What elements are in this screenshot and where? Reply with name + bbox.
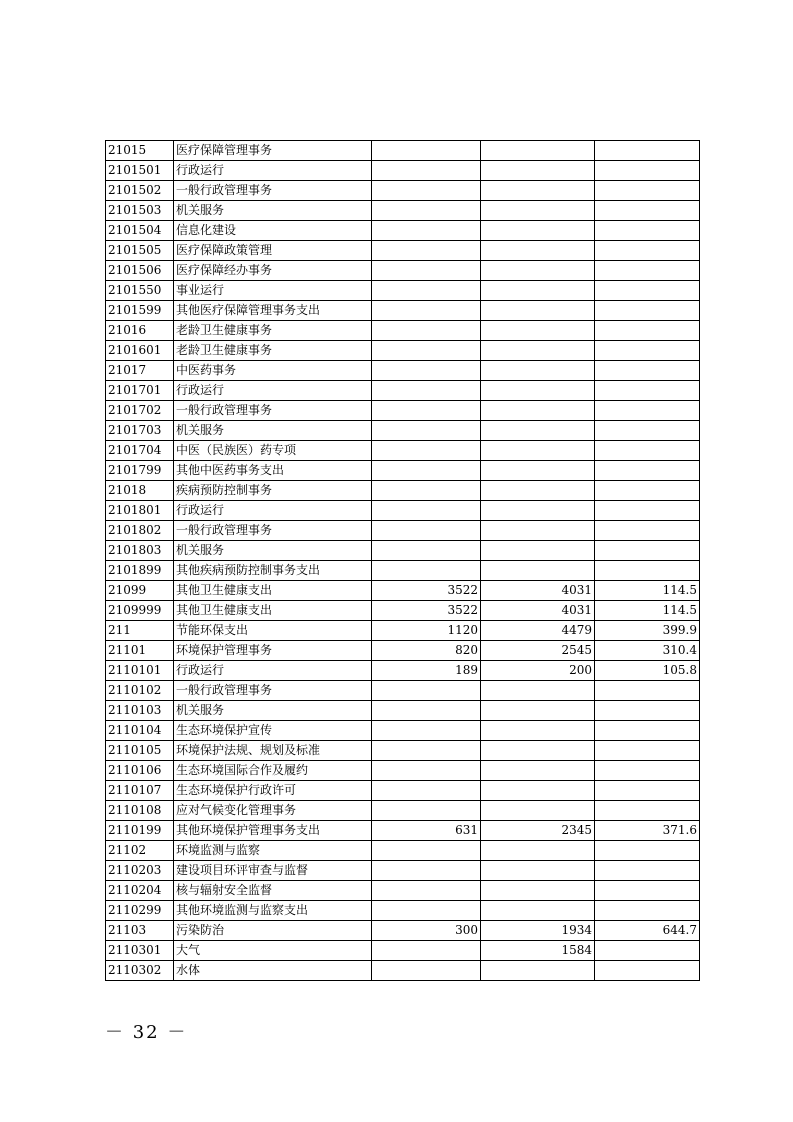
table-row [106,281,700,301]
cell-name: 机关服务 [174,201,372,221]
cell-value-2 [481,881,595,901]
cell-value-3 [595,941,700,961]
cell-value-2 [481,301,595,321]
cell-value-1 [372,961,481,981]
cell-name: 生态环境保护宣传 [174,721,372,741]
cell-value-3 [595,221,700,241]
cell-value-3 [595,201,700,221]
page-number: － 32 － [105,1022,188,1043]
cell-value-3: 644.7 [595,921,700,941]
cell-code: 2101701 [106,381,174,401]
table-row [106,521,700,541]
cell-value-2 [481,541,595,561]
cell-value-3 [595,781,700,801]
cell-value-1: 820 [372,641,481,661]
cell-value-2: 2345 [481,821,595,841]
table-row [106,721,700,741]
cell-code: 21103 [106,921,174,941]
cell-code: 2101702 [106,401,174,421]
cell-value-3 [595,861,700,881]
table-row [106,421,700,441]
cell-name: 一般行政管理事务 [174,401,372,421]
cell-name: 核与辐射安全监督 [174,881,372,901]
cell-name: 建设项目环评审查与监督 [174,861,372,881]
cell-code: 2101503 [106,201,174,221]
cell-value-2 [481,781,595,801]
cell-value-1 [372,421,481,441]
cell-value-1 [372,841,481,861]
cell-value-3 [595,681,700,701]
cell-code: 2110199 [106,821,174,841]
cell-name: 生态环境国际合作及履约 [174,761,372,781]
cell-value-1 [372,381,481,401]
table-row [106,861,700,881]
cell-name: 一般行政管理事务 [174,181,372,201]
table-row [106,801,700,821]
cell-code: 2101703 [106,421,174,441]
cell-name: 环境监测与监察 [174,841,372,861]
cell-name: 一般行政管理事务 [174,521,372,541]
cell-value-3 [595,181,700,201]
table-row [106,381,700,401]
table-row [106,141,700,161]
table-row [106,541,700,561]
cell-value-3 [595,461,700,481]
cell-value-2 [481,901,595,921]
cell-value-2: 200 [481,661,595,681]
cell-code: 2101505 [106,241,174,261]
cell-code: 2101803 [106,541,174,561]
cell-value-1 [372,161,481,181]
cell-value-1: 631 [372,821,481,841]
cell-value-2 [481,181,595,201]
table-row [106,241,700,261]
cell-value-3 [595,261,700,281]
table-row [106,741,700,761]
table-row [106,321,700,341]
cell-name: 医疗保障政策管理 [174,241,372,261]
cell-value-1 [372,261,481,281]
table-row [106,921,700,941]
cell-value-1 [372,681,481,701]
cell-code: 2101550 [106,281,174,301]
cell-value-1 [372,781,481,801]
cell-value-1 [372,741,481,761]
cell-name: 行政运行 [174,381,372,401]
cell-code: 2101504 [106,221,174,241]
cell-value-2 [481,321,595,341]
table-row [106,261,700,281]
cell-value-1 [372,861,481,881]
cell-name: 中医（民族医）药专项 [174,441,372,461]
table-row [106,441,700,461]
table-row [106,661,700,681]
cell-value-2 [481,741,595,761]
table-row [106,601,700,621]
cell-value-2 [481,341,595,361]
table-row [106,401,700,421]
table-row [106,841,700,861]
budget-table [105,140,700,981]
cell-name: 生态环境保护行政许可 [174,781,372,801]
cell-value-1 [372,281,481,301]
cell-value-3 [595,341,700,361]
cell-code: 21016 [106,321,174,341]
cell-value-2: 1934 [481,921,595,941]
cell-value-3 [595,361,700,381]
cell-value-3 [595,721,700,741]
cell-value-2 [481,721,595,741]
cell-value-2 [481,201,595,221]
cell-name: 其他卫生健康支出 [174,601,372,621]
cell-value-1 [372,481,481,501]
cell-code: 2110104 [106,721,174,741]
cell-value-1: 300 [372,921,481,941]
cell-code: 2101704 [106,441,174,461]
cell-value-2: 4031 [481,581,595,601]
cell-code: 2110204 [106,881,174,901]
cell-value-2 [481,461,595,481]
cell-name: 其他环境保护管理事务支出 [174,821,372,841]
table-row [106,901,700,921]
cell-code: 2110203 [106,861,174,881]
cell-value-2 [481,861,595,881]
cell-value-1: 189 [372,661,481,681]
cell-code: 2110103 [106,701,174,721]
cell-value-2 [481,681,595,701]
cell-value-3 [595,701,700,721]
cell-code: 2101502 [106,181,174,201]
cell-name: 行政运行 [174,661,372,681]
cell-value-2 [481,521,595,541]
cell-value-1 [372,801,481,821]
cell-value-2 [481,401,595,421]
cell-name: 医疗保障经办事务 [174,261,372,281]
cell-value-1: 3522 [372,581,481,601]
cell-value-1 [372,761,481,781]
cell-name: 其他卫生健康支出 [174,581,372,601]
cell-code: 21101 [106,641,174,661]
cell-name: 一般行政管理事务 [174,681,372,701]
cell-value-2 [481,421,595,441]
cell-value-1 [372,561,481,581]
cell-code: 2101501 [106,161,174,181]
table-row [106,961,700,981]
cell-value-1 [372,401,481,421]
cell-value-3: 399.9 [595,621,700,641]
cell-name: 其他医疗保障管理事务支出 [174,301,372,321]
cell-name: 污染防治 [174,921,372,941]
cell-code: 2110105 [106,741,174,761]
cell-name: 信息化建设 [174,221,372,241]
cell-name: 环境保护法规、规划及标准 [174,741,372,761]
table-row [106,781,700,801]
cell-value-3 [595,401,700,421]
cell-value-2 [481,281,595,301]
cell-value-1 [372,941,481,961]
cell-code: 2101801 [106,501,174,521]
cell-name: 节能环保支出 [174,621,372,641]
table-row [106,361,700,381]
table-row [106,821,700,841]
cell-code: 21015 [106,141,174,161]
cell-value-1 [372,721,481,741]
table-row [106,341,700,361]
cell-value-3: 114.5 [595,581,700,601]
cell-value-2 [481,221,595,241]
cell-value-1 [372,501,481,521]
table-row [106,501,700,521]
cell-value-1 [372,301,481,321]
cell-value-3 [595,501,700,521]
table-row [106,621,700,641]
cell-value-3 [595,281,700,301]
cell-name: 老龄卫生健康事务 [174,321,372,341]
cell-value-3 [595,741,700,761]
cell-name: 中医药事务 [174,361,372,381]
cell-value-1 [372,221,481,241]
table-row [106,481,700,501]
cell-value-1 [372,141,481,161]
cell-value-2: 1584 [481,941,595,961]
cell-name: 水体 [174,961,372,981]
cell-value-1 [372,521,481,541]
cell-name: 环境保护管理事务 [174,641,372,661]
cell-value-2: 4479 [481,621,595,641]
cell-code: 2110107 [106,781,174,801]
cell-value-2 [481,761,595,781]
cell-value-1 [372,321,481,341]
cell-code: 21099 [106,581,174,601]
cell-value-2 [481,441,595,461]
cell-value-3 [595,761,700,781]
cell-value-2 [481,161,595,181]
cell-value-1 [372,701,481,721]
cell-value-3 [595,321,700,341]
table-body [106,141,700,981]
cell-value-2 [481,141,595,161]
table-row [106,641,700,661]
cell-value-3 [595,561,700,581]
cell-value-2 [481,481,595,501]
cell-value-1 [372,541,481,561]
cell-name: 行政运行 [174,501,372,521]
cell-value-3 [595,141,700,161]
table-row [106,681,700,701]
cell-value-2 [481,361,595,381]
cell-name: 行政运行 [174,161,372,181]
cell-value-2 [481,961,595,981]
table-row [106,301,700,321]
cell-code: 2109999 [106,601,174,621]
table-row [106,881,700,901]
cell-value-3 [595,301,700,321]
table-row [106,201,700,221]
cell-value-1 [372,361,481,381]
cell-name: 机关服务 [174,541,372,561]
cell-value-2 [481,241,595,261]
cell-code: 211 [106,621,174,641]
cell-value-2 [481,501,595,521]
cell-value-1 [372,181,481,201]
cell-value-3 [595,241,700,261]
cell-value-2: 4031 [481,601,595,621]
cell-value-3 [595,161,700,181]
cell-name: 其他疾病预防控制事务支出 [174,561,372,581]
cell-code: 2101899 [106,561,174,581]
table-row [106,181,700,201]
cell-value-1: 3522 [372,601,481,621]
cell-value-1 [372,241,481,261]
cell-name: 疾病预防控制事务 [174,481,372,501]
cell-name: 事业运行 [174,281,372,301]
cell-value-1: 1120 [372,621,481,641]
table-row [106,161,700,181]
cell-code: 2110301 [106,941,174,961]
cell-value-3 [595,801,700,821]
cell-value-2 [481,261,595,281]
cell-value-1 [372,341,481,361]
cell-value-1 [372,461,481,481]
cell-value-1 [372,881,481,901]
cell-name: 医疗保障管理事务 [174,141,372,161]
cell-name: 机关服务 [174,701,372,721]
cell-value-3 [595,541,700,561]
cell-code: 21102 [106,841,174,861]
cell-code: 2110108 [106,801,174,821]
cell-code: 2110101 [106,661,174,681]
cell-value-3 [595,381,700,401]
cell-code: 2101506 [106,261,174,281]
table-row [106,461,700,481]
cell-code: 2110106 [106,761,174,781]
cell-name: 机关服务 [174,421,372,441]
cell-code: 2110299 [106,901,174,921]
cell-code: 2101599 [106,301,174,321]
cell-value-3 [595,441,700,461]
cell-value-3 [595,521,700,541]
cell-value-3 [595,961,700,981]
cell-value-1 [372,201,481,221]
cell-name: 其他中医药事务支出 [174,461,372,481]
cell-code: 21017 [106,361,174,381]
cell-code: 21018 [106,481,174,501]
cell-value-2 [481,841,595,861]
cell-value-3: 371.6 [595,821,700,841]
table-row [106,221,700,241]
cell-value-3 [595,881,700,901]
cell-value-2 [481,801,595,821]
cell-code: 2101601 [106,341,174,361]
cell-value-3 [595,481,700,501]
cell-value-1 [372,901,481,921]
cell-code: 2110102 [106,681,174,701]
table-row [106,761,700,781]
cell-value-1 [372,441,481,461]
table-row [106,941,700,961]
cell-value-2: 2545 [481,641,595,661]
cell-name: 老龄卫生健康事务 [174,341,372,361]
cell-value-3 [595,901,700,921]
cell-value-2 [481,381,595,401]
cell-name: 应对气候变化管理事务 [174,801,372,821]
cell-value-2 [481,561,595,581]
cell-name: 大气 [174,941,372,961]
cell-value-3: 105.8 [595,661,700,681]
cell-code: 2110302 [106,961,174,981]
table-row [106,701,700,721]
cell-value-2 [481,701,595,721]
cell-code: 2101802 [106,521,174,541]
cell-code: 2101799 [106,461,174,481]
cell-name: 其他环境监测与监察支出 [174,901,372,921]
cell-value-3 [595,421,700,441]
table-row [106,581,700,601]
cell-value-3: 114.5 [595,601,700,621]
cell-value-3: 310.4 [595,641,700,661]
table-row [106,561,700,581]
cell-value-3 [595,841,700,861]
